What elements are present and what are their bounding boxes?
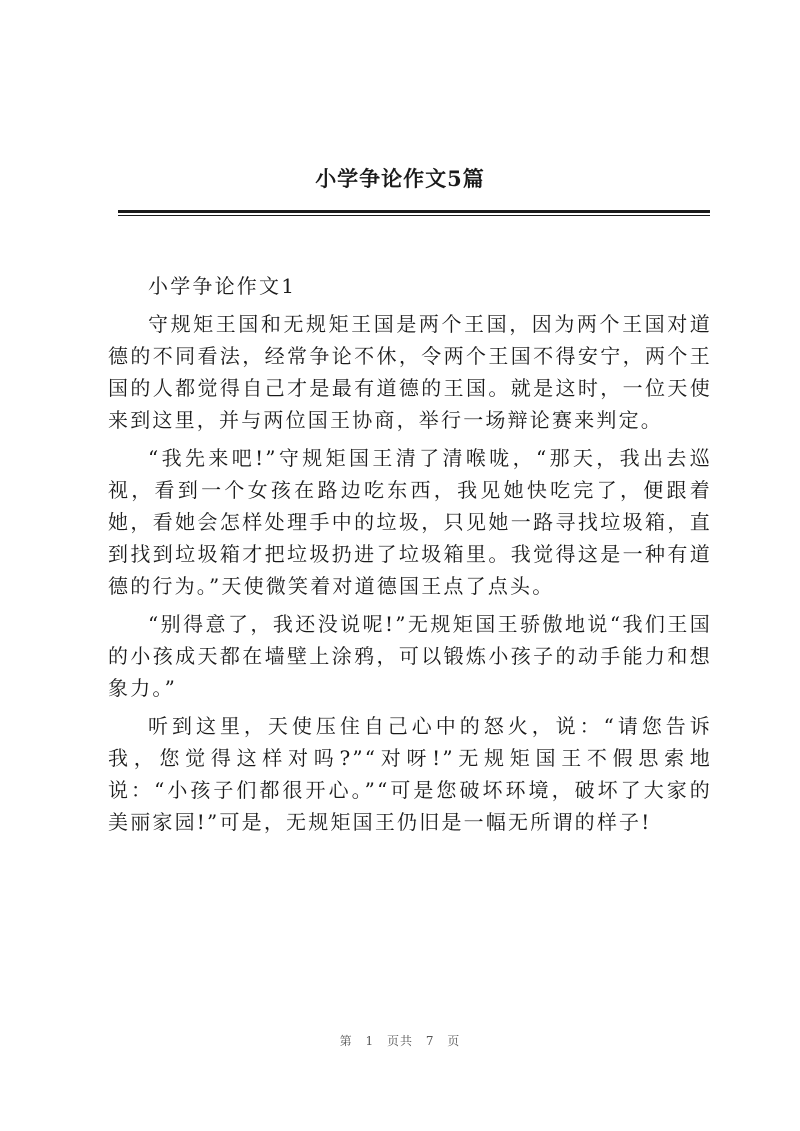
paragraph: 守规矩王国和无规矩王国是两个王国，因为两个王国对道德的不同看法，经常争论不休，令两个王国不得安宁，两个王国的人都觉得自己才是最有道德的王国。就是这时，一位天使来到这里，并与两位国王协商，举行一场辩论赛来判定。 bbox=[108, 312, 712, 432]
title-rule-thin bbox=[118, 215, 710, 216]
page-footer bbox=[0, 1032, 800, 1049]
footer-middle: 页共 bbox=[386, 1034, 413, 1048]
document-body bbox=[108, 270, 712, 844]
title-rule-thick bbox=[118, 210, 710, 213]
paragraph: “别得意了，我还没说呢!”无规矩国王骄傲地说“我们王国的小孩成天都在墙壁上涂鸦，可以锻炼小孩子的动手能力和想象力。” bbox=[108, 612, 712, 700]
paragraph: “我先来吧!”守规矩国王清了清喉咙，“那天，我出去巡视，看到一个女孩在路边吃东西，我见她快吃完了，便跟着她，看她会怎样处理手中的垃圾，只见她一路寻找垃圾箱，直到找到垃圾箱才把垃圾扔进了垃圾箱里。我觉得这是一种有道德的行为。”天使微笑着对道德国王点了点头。 bbox=[108, 446, 712, 598]
section-heading: 小学争论作文1 bbox=[148, 274, 297, 298]
footer-total-pages: 7 bbox=[425, 1034, 435, 1048]
paragraph: 听到这里，天使压住自己心中的怒火，说：“请您告诉我，您觉得这样对吗?”“对呀!”无规矩国王不假思索地说：“小孩子们都很开心。”“可是您破坏环境，破坏了大家的美丽家园!”可是，无规矩国王仍旧是一幅无所谓的样子! bbox=[108, 714, 712, 834]
footer-page-number: 1 bbox=[365, 1034, 375, 1048]
footer-prefix: 第 bbox=[339, 1034, 353, 1048]
footer-suffix: 页 bbox=[447, 1034, 461, 1048]
document-title: 小学争论作文5篇 bbox=[315, 166, 485, 191]
